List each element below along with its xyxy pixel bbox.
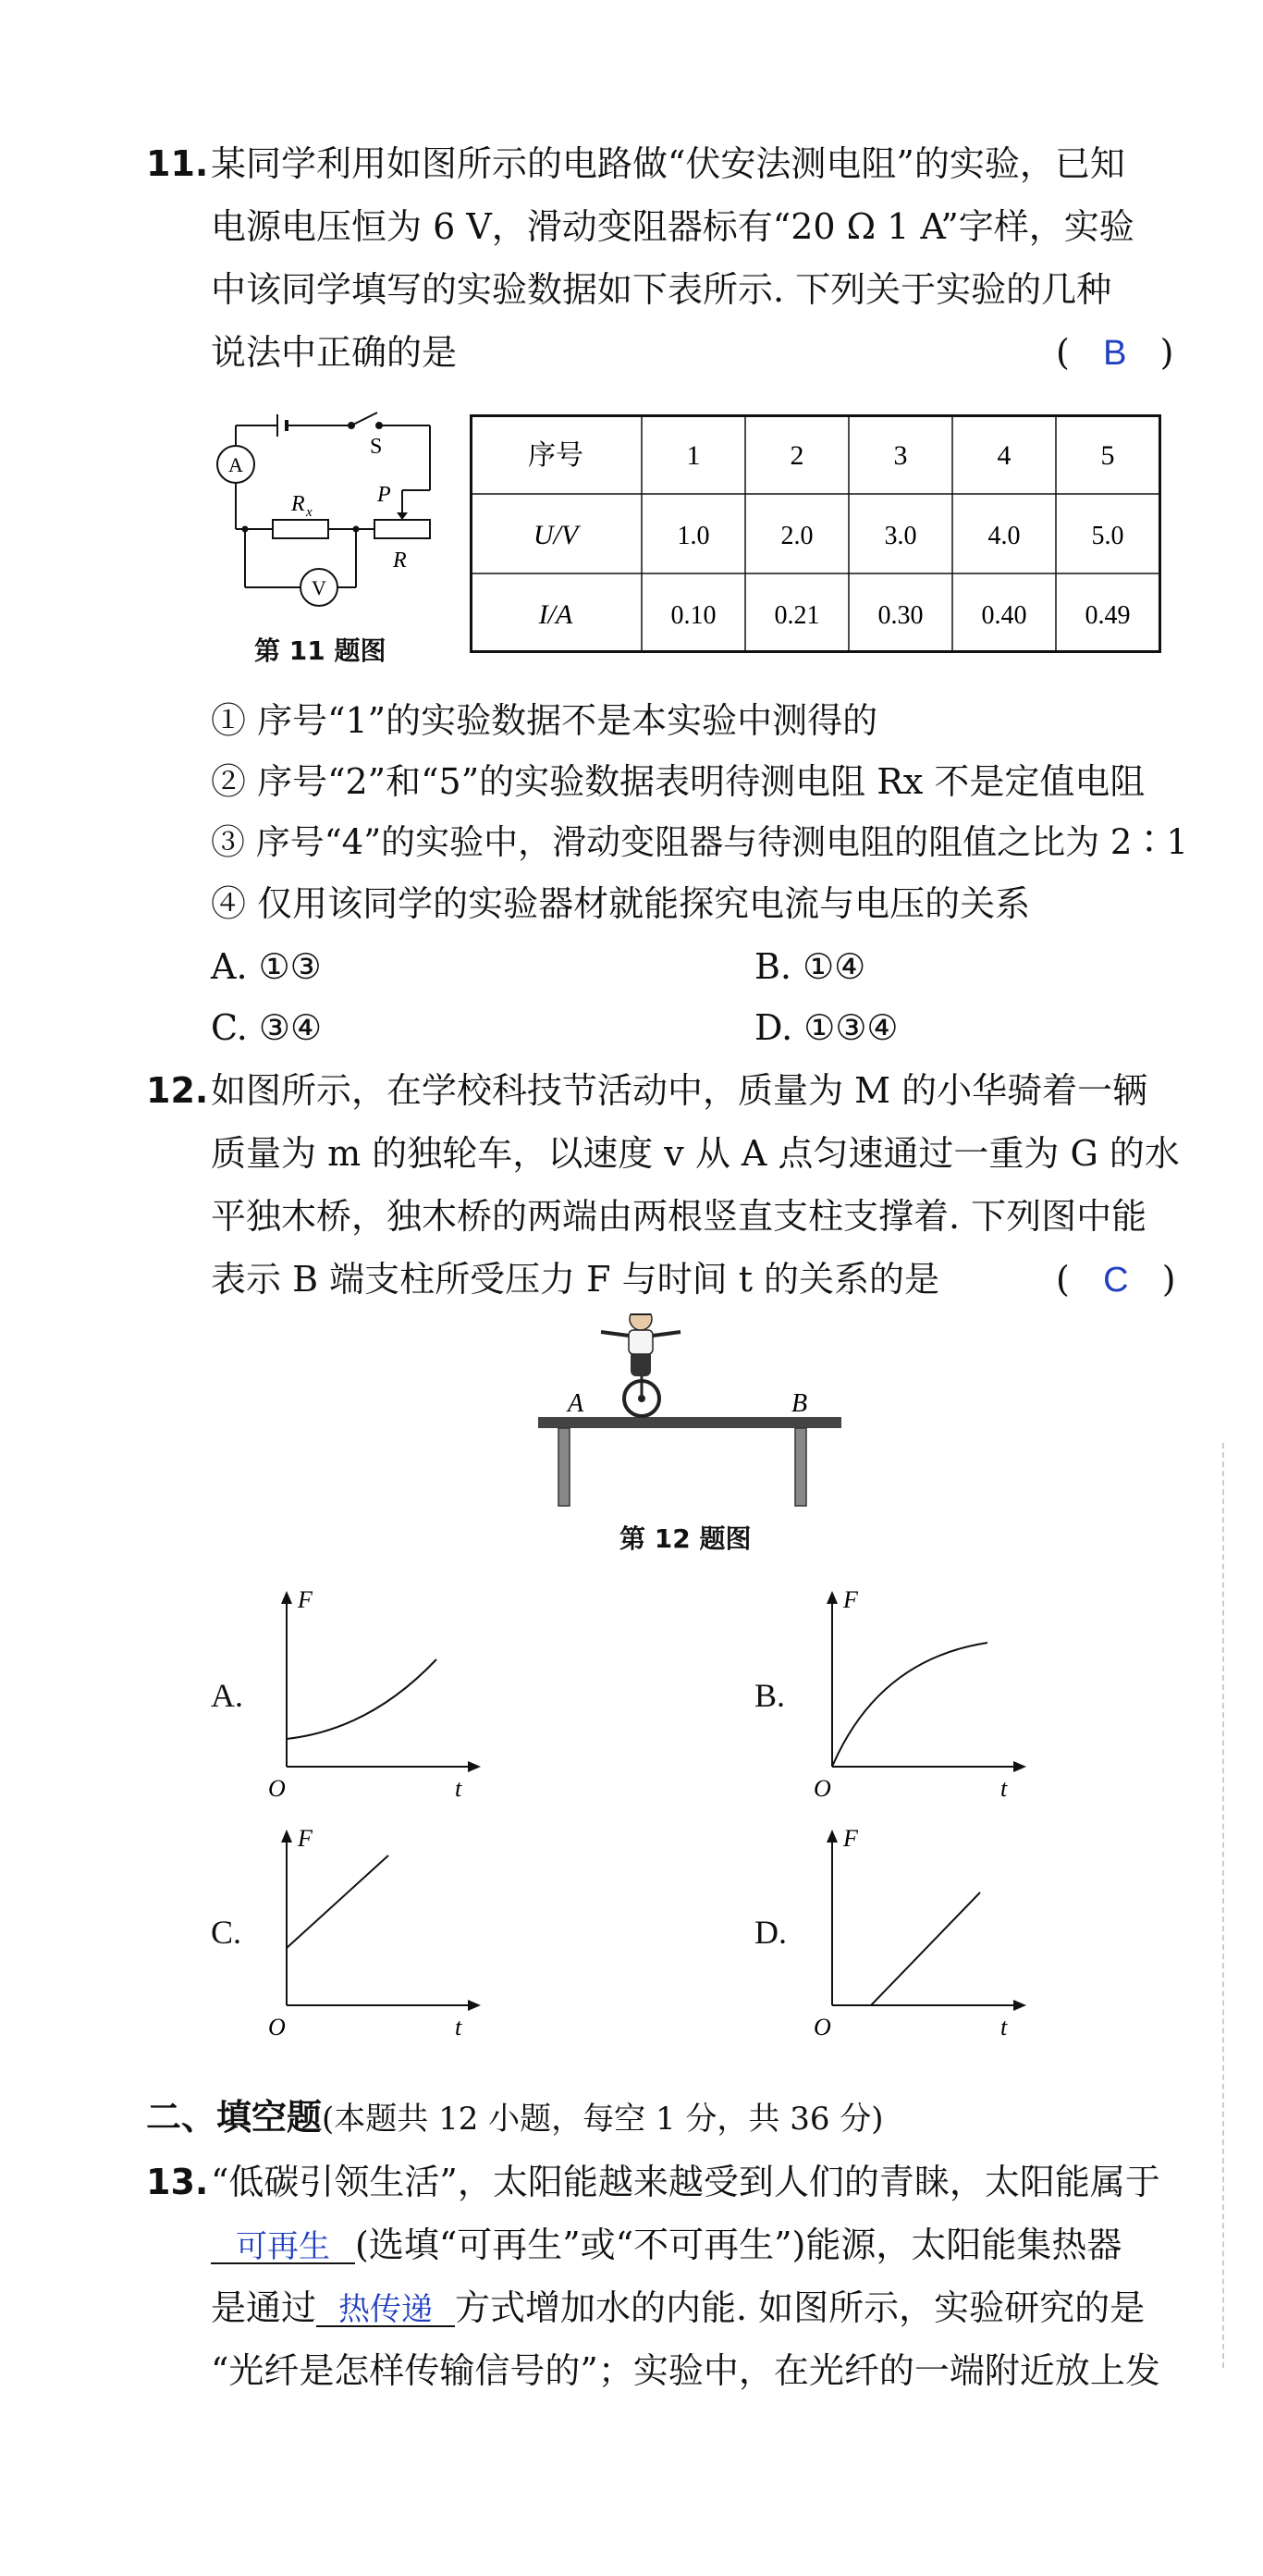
section-2-note: (本题共 12 小题，每空 1 分，共 36 分): [322, 2101, 884, 2138]
q11-figure-caption: 第 11 题图: [254, 635, 386, 666]
q13-number: 13.: [146, 2162, 209, 2202]
table-header-index: 序号: [528, 440, 583, 471]
section-2-title: 二、填空题: [146, 2097, 323, 2138]
graph-a-xaxis: t: [455, 1775, 462, 1802]
table-cell: 1: [686, 440, 701, 471]
graph-d-origin: O: [814, 2014, 831, 2040]
q11-data-table: [470, 414, 1161, 653]
table-cell: 2.0: [780, 522, 814, 550]
graph-c-yaxis: F: [298, 1825, 313, 1852]
graph-a-origin: O: [268, 1775, 286, 1802]
graph-b: [804, 1582, 1045, 1808]
q11-text-line-2: 电源电压恒为 6 V，滑动变阻器标有“20 Ω 1 A”字样，实验: [211, 206, 1134, 247]
table-cell: 5.0: [1091, 522, 1124, 550]
q13-line-3-before: 是通过: [211, 2287, 317, 2328]
q11-text-line-1: 某同学利用如图所示的电路做“伏安法测电阻”的实验，已知: [211, 143, 1125, 184]
table-cell: 0.21: [774, 601, 820, 630]
resistor-subscript: x: [306, 505, 313, 520]
table-cell: 0.10: [670, 601, 717, 630]
q11-text-line-4: 说法中正确的是: [211, 332, 458, 373]
q12-text-line-2: 质量为 m 的独轮车，以速度 v 从 A 点匀速通过一重为 G 的水: [211, 1133, 1180, 1174]
table-cell: 3.0: [884, 522, 917, 550]
q11-answer-bracket: ( B ): [1056, 332, 1174, 373]
table-cell: 4: [997, 440, 1012, 471]
rheostat-label: R: [393, 548, 407, 573]
q11-option-a: A. ①③: [211, 946, 322, 987]
q13-line-3-after: 方式增加水的内能. 如图所示，实验研究的是: [455, 2287, 1146, 2328]
ammeter-label: A: [228, 453, 243, 476]
graph-b-yaxis: F: [843, 1586, 858, 1613]
q13-text-line-2: [211, 2227, 1122, 2264]
graph-a: [259, 1582, 499, 1808]
q11-circuit-diagram: [203, 398, 444, 620]
q11-option-c: C. ③④: [211, 1007, 323, 1048]
q11-statement-2: ② 序号“2”和“5”的实验数据表明待测电阻 Rx 不是定值电阻: [211, 761, 1146, 802]
q12-text-line-4: 表示 B 端支柱所受压力 F 与时间 t 的关系的是: [211, 1259, 940, 1300]
table-cell: 3: [893, 440, 908, 471]
q11-text-line-3: 中该同学填写的实验数据如下表所示. 下列关于实验的几种: [211, 269, 1112, 310]
q11-option-d: D. ①③④: [754, 1007, 899, 1048]
table-cell: 1.0: [677, 522, 710, 550]
graph-b-origin: O: [814, 1775, 831, 1802]
q12-number: 12.: [146, 1070, 209, 1111]
q13-line-2-text: (选填“可再生”或“不可再生”)能源，太阳能集热器: [355, 2225, 1122, 2265]
q13-text-line-3: [211, 2287, 1146, 2328]
q11-option-b: B. ①④: [754, 946, 866, 987]
q11-statement-1: ① 序号“1”的实验数据不是本实验中测得的: [211, 700, 878, 741]
table-cell: 0.30: [877, 601, 924, 630]
graph-a-label: A.: [211, 1677, 243, 1714]
table-header-voltage: U/V: [533, 520, 579, 550]
table-cell: 2: [790, 440, 804, 471]
graph-d: [804, 1820, 1045, 2047]
page-edge-rule: [1222, 1443, 1224, 2368]
graph-c-xaxis: t: [455, 2014, 462, 2040]
table-cell: 0.49: [1085, 601, 1131, 630]
slider-label: P: [377, 483, 391, 507]
voltmeter-label: V: [312, 576, 326, 599]
graph-c-origin: O: [268, 2014, 286, 2040]
table-cell: 4.0: [987, 522, 1021, 550]
graph-b-label: B.: [754, 1677, 786, 1714]
q12-answer: C: [1103, 1261, 1129, 1300]
graph-c: [259, 1820, 499, 2047]
q11-statement-3: ③ 序号“4”的实验中，滑动变阻器与待测电阻的阻值之比为 2∶1: [211, 822, 1188, 862]
table-cell: 0.40: [981, 601, 1027, 630]
q11-statement-4: ④ 仅用该同学的实验器材就能探究电流与电压的关系: [211, 883, 1031, 924]
graph-d-yaxis: F: [843, 1825, 858, 1852]
q12-text-line-3: 平独木桥，独木桥的两端由两根竖直支柱支撑着. 下列图中能: [211, 1196, 1147, 1237]
table-header-current: I/A: [538, 599, 573, 630]
graph-d-xaxis: t: [1000, 2014, 1008, 2040]
q13-blank-1: 可再生: [211, 2231, 355, 2264]
graph-b-xaxis: t: [1000, 1775, 1008, 1802]
q13-blank-2: 热传递: [316, 2294, 455, 2327]
table-cell: 5: [1100, 440, 1115, 471]
q11-answer: B: [1103, 334, 1127, 373]
section-2-heading: [146, 2097, 884, 2138]
bridge-label-b: B: [791, 1389, 808, 1418]
graph-c-label: C.: [211, 1914, 242, 1951]
q12-text-line-1: 如图所示，在学校科技节活动中，质量为 M 的小华骑着一辆: [211, 1070, 1148, 1111]
graph-a-yaxis: F: [298, 1586, 313, 1613]
q12-bridge-figure: [534, 1313, 849, 1517]
q13-text-line-1: “低碳引领生活”，太阳能越来越受到人们的青睐，太阳能属于: [211, 2162, 1160, 2202]
graph-d-label: D.: [754, 1914, 787, 1951]
q11-number: 11.: [146, 143, 209, 184]
q12-answer-bracket: ( C ): [1056, 1259, 1176, 1300]
switch-label: S: [370, 435, 383, 459]
resistor-label: R: [291, 492, 305, 516]
unicyclist-figure: [601, 1313, 681, 1416]
bridge-label-a: A: [568, 1389, 584, 1418]
q12-figure-caption: 第 12 题图: [619, 1523, 752, 1554]
q13-text-line-4: “光纤是怎样传输信号的”；实验中，在光纤的一端附近放上发: [211, 2350, 1160, 2391]
